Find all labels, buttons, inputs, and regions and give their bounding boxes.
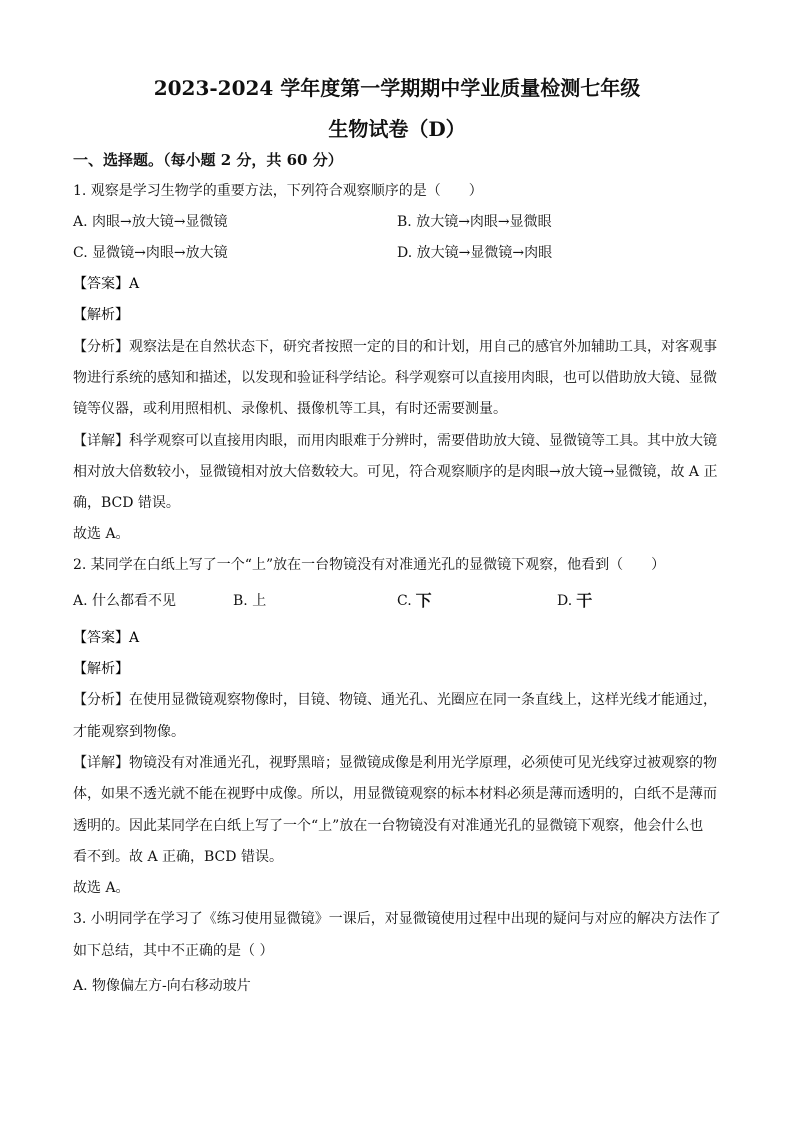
q3-option-a: A. 物像偏左方-向右移动玻片 <box>73 978 251 994</box>
q2-option-a: A. 什么都看不见 <box>73 593 177 609</box>
q2-option-d-label: D. <box>557 593 573 609</box>
q1-xiangjie-line: 【详解】科学观察可以直接用肉眼，而用肉眼难于分辨时，需要借助放大镜、显微镜等工具。其中放大镜 <box>73 433 717 449</box>
q1-analysis-tag: 【解析】 <box>73 307 129 323</box>
q1-option-b: B. 放大镜→肉眼→显微眼 <box>397 214 552 230</box>
q2-xiangjie-line: 体，如果不透光就不能在视野中成像。所以，用显微镜观察的标本材料必须是薄而透明的，白纸不是薄而 <box>73 786 717 802</box>
q2-xiangjie-line: 透明的。因此某同学在白纸上写了一个“上”放在一台物镜没有对准通光孔的显微镜下观察，他会什么也 <box>73 818 704 834</box>
q1-xiangjie-line: 确，BCD 错误。 <box>73 495 180 511</box>
question-2-stem: 2. 某同学在白纸上写了一个“上”放在一台物镜没有对准通光孔的显微镜下观察，他看到（ ） <box>73 557 666 573</box>
q1-answer: 【答案】A <box>73 276 140 292</box>
q2-option-c-glyph: 下 <box>415 591 432 610</box>
question-3-stem: 如下总结，其中不正确的是（ ） <box>73 943 274 959</box>
q1-xiangjie-line: 相对放大倍数较小，显微镜相对放大倍数较大。可见，符合观察顺序的是肉眼→放大镜→显微镜，故 A 正 <box>73 464 718 480</box>
q2-option-c <box>397 591 432 611</box>
q1-option-a: A. 肉眼→放大镜→显微镜 <box>73 214 228 230</box>
question-3-stem: 3. 小明同学在学习了《练习使用显微镜》一课后，对显微镜使用过程中出现的疑问与对应的解决方法作了 <box>73 911 721 927</box>
q2-choose: 故选 A。 <box>73 880 130 896</box>
q2-fenxi-line: 【分析】在使用显微镜观察物像时，目镜、物镜、通光孔、光圈应在同一条直线上，这样光线才能通过， <box>73 692 717 708</box>
q1-option-c: C. 显微镜→肉眼→放大镜 <box>73 245 228 261</box>
q2-option-d <box>557 591 592 611</box>
q1-fenxi-line: 【分析】观察法是在自然状态下，研究者按照一定的目的和计划，用自己的感官外加辅助工具，对客观事 <box>73 339 717 355</box>
q2-fenxi-line: 才能观察到物像。 <box>73 724 185 740</box>
q1-option-d: D. 放大镜→显微镜→肉眼 <box>397 245 553 261</box>
q2-xiangjie-line: 【详解】物镜没有对准通光孔，视野黑暗；显微镜成像是利用光学原理，必须使可见光线穿过被观察的物 <box>73 755 717 771</box>
q2-option-c-label: C. <box>397 593 412 609</box>
section-heading: 一、选择题。（每小题 2 分，共 60 分） <box>73 151 343 169</box>
q2-analysis-tag: 【解析】 <box>73 661 129 677</box>
q2-answer: 【答案】A <box>73 630 140 646</box>
page-title: 2023-2024 学年度第一学期期中学业质量检测七年级 <box>153 76 641 100</box>
question-1-stem: 1. 观察是学习生物学的重要方法，下列符合观察顺序的是（ ） <box>73 183 483 199</box>
q2-option-d-glyph: 干 <box>576 591 593 610</box>
q1-choose: 故选 A。 <box>73 526 130 542</box>
q2-option-b: B. 上 <box>233 593 267 609</box>
q1-fenxi-line: 物进行系统的感知和描述，以发现和验证科学结论。科学观察可以直接用肉眼，也可以借助放大镜、显微 <box>73 370 717 386</box>
q1-fenxi-line: 镜等仪器，或利用照相机、录像机、摄像机等工具，有时还需要测量。 <box>73 401 507 417</box>
q2-xiangjie-line: 看不到。故 A 正确，BCD 错误。 <box>73 849 283 865</box>
page-subtitle: 生物试卷（D） <box>328 117 466 141</box>
